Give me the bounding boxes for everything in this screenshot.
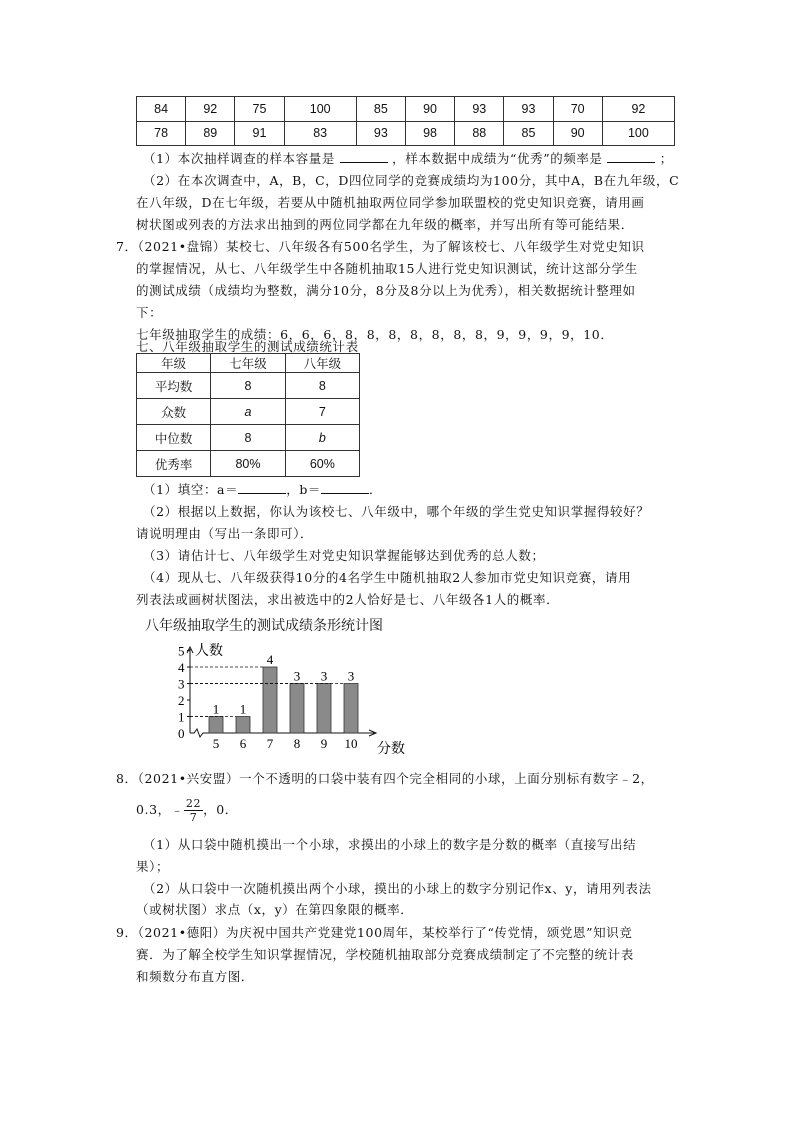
stats-header-cell: 年级 bbox=[137, 354, 211, 373]
data-label: 3 bbox=[347, 668, 355, 684]
score-cell: 92 bbox=[186, 97, 235, 122]
stats-cell: 60% bbox=[285, 451, 359, 477]
data-label: 3 bbox=[320, 668, 328, 684]
p9-line2: 赛．为了解全校学生知识掌握情况，学校随机抽取部分竞赛成绩制定了不完整的统计表 bbox=[136, 947, 634, 962]
stats-cell: 众数 bbox=[137, 399, 211, 425]
score-cell: 100 bbox=[284, 97, 356, 122]
p9-line3: 和频数分布直方图． bbox=[136, 969, 254, 984]
p8-line1: 8．（2021•兴安盟）一个不透明的口袋中装有四个完全相同的小球，上面分别标有数字﹣2， bbox=[116, 771, 654, 786]
p8-q1-line1: （1）从口袋中随机摸出一个小球，求摸出的小球上的数字是分数的概率（直接写出结 bbox=[143, 837, 637, 852]
score-cell: 93 bbox=[504, 97, 553, 122]
p8-q2-line1: （2）从口袋中一次随机摸出两个小球，摸出的小球上的数字分别记作x、y，请用列表法 bbox=[143, 881, 652, 896]
y-axis-label: 人数 bbox=[195, 644, 223, 659]
bar bbox=[290, 684, 304, 734]
score-cell: 98 bbox=[405, 121, 454, 146]
score-cell: 92 bbox=[602, 97, 674, 122]
stats-cell: a bbox=[211, 399, 285, 425]
p6-q2-line2: 在八年级，D在七年级，若要从中随机抽取两位同学参加联盟校的党史知识竞赛，请用画 bbox=[136, 195, 645, 210]
score-cell: 84 bbox=[137, 97, 186, 122]
p9-line1: 9．（2021•德阳）为庆祝中国共产党建党100周年，某校举行了“传党情，颂党恩”知识竞 bbox=[116, 925, 633, 940]
score-cell: 89 bbox=[186, 121, 235, 146]
score-cell: 70 bbox=[553, 97, 602, 122]
score-cell: 78 bbox=[137, 121, 186, 146]
blank-a bbox=[238, 481, 286, 494]
score-cell: 93 bbox=[455, 97, 504, 122]
x-tick-label: 5 bbox=[212, 736, 220, 751]
bar bbox=[236, 717, 250, 734]
stats-table bbox=[136, 353, 360, 477]
p7-table-caption: 七、八年级抽取学生的测试成绩统计表 bbox=[136, 339, 359, 354]
stats-header-cell: 七年级 bbox=[211, 354, 285, 373]
stats-cell: 8 bbox=[211, 425, 285, 451]
p7-line4: 下： bbox=[136, 305, 163, 320]
stats-row bbox=[137, 373, 360, 399]
p7-q1: （1）填空：a＝ ，b＝ ． bbox=[143, 482, 383, 497]
bar bbox=[317, 684, 331, 734]
fraction: $\frac{22}{7}$ bbox=[185, 797, 202, 824]
stats-cell: 7 bbox=[285, 399, 359, 425]
stats-row bbox=[137, 425, 360, 451]
p7-line1: 7．（2021•盘锦）某校七、八年级各有500名学生，为了解该校七、八年级学生对党史知识 bbox=[116, 239, 645, 254]
stats-row bbox=[137, 451, 360, 477]
p7-q4-line2: 列表法或画树状图法，求出被选中的2人恰好是七、八年级各1人的概率． bbox=[136, 592, 560, 607]
bar bbox=[263, 667, 277, 733]
score-cell: 93 bbox=[356, 121, 405, 146]
x-tick-label: 9 bbox=[320, 736, 328, 751]
blank-sample-size bbox=[340, 150, 388, 163]
p7-q2-line2: 请说明理由（写出一条即可）． bbox=[136, 526, 314, 541]
blank-excellent-frequency bbox=[607, 150, 655, 163]
p6-q2-line3: 树状图或列表的方法求出抽到的两位同学都在九年级的概率，并写出所有等可能结果． bbox=[136, 217, 634, 232]
p6-q2-line1: （2）在本次调查中，A，B，C，D四位同学的竞赛成绩均为100分，其中A，B在九年级，C bbox=[143, 173, 680, 188]
stats-row bbox=[137, 399, 360, 425]
stats-header-cell: 八年级 bbox=[285, 354, 359, 373]
x-tick-label: 8 bbox=[293, 736, 301, 751]
y-tick-label: 1 bbox=[178, 709, 185, 725]
y-tick-label: 5 bbox=[178, 643, 185, 659]
stats-cell: 平均数 bbox=[137, 373, 211, 399]
score-cell: 100 bbox=[602, 121, 674, 146]
score-row bbox=[137, 121, 675, 146]
score-cell: 75 bbox=[235, 97, 284, 122]
score-cell: 91 bbox=[235, 121, 284, 146]
x-tick-label: 7 bbox=[266, 736, 274, 751]
chart-title: 八年级抽取学生的测试成绩条形统计图 bbox=[145, 617, 383, 633]
score-cell: 83 bbox=[284, 121, 356, 146]
p7-line2: 的掌握情况，从七、八年级学生中各随机抽取15人进行党史知识测试，统计这部分学生 bbox=[136, 261, 638, 276]
p7-q2-line1: （2）根据以上数据，你认为该校七、八年级中，哪个年级的学生党史知识掌握得较好？ bbox=[143, 504, 650, 519]
p7-line3: 的测试成绩（成绩均为整数，满分10分，8分及8分以上为优秀），相关数据统计整理如 bbox=[136, 283, 636, 298]
data-label: 4 bbox=[266, 652, 274, 667]
y-tick-label: 3 bbox=[178, 676, 185, 692]
stats-cell: 中位数 bbox=[137, 425, 211, 451]
stats-cell: b bbox=[285, 425, 359, 451]
score-cell: 85 bbox=[356, 97, 405, 122]
data-label: 1 bbox=[212, 701, 220, 717]
score-cell: 88 bbox=[455, 121, 504, 146]
score-cell: 90 bbox=[553, 121, 602, 146]
blank-b bbox=[321, 481, 369, 494]
score-row bbox=[137, 97, 675, 122]
stats-cell: 优秀率 bbox=[137, 451, 211, 477]
x-tick-label: 10 bbox=[344, 736, 358, 751]
y-tick-label: 2 bbox=[178, 693, 185, 708]
score-cell: 85 bbox=[504, 121, 553, 146]
x-tick-label: 6 bbox=[239, 736, 247, 751]
y-tick-label: 0 bbox=[178, 726, 185, 741]
stats-cell: 80% bbox=[211, 451, 285, 477]
stats-cell: 8 bbox=[285, 373, 359, 399]
p8-q1-line2: 果）； bbox=[136, 859, 170, 874]
bar-chart bbox=[170, 643, 430, 763]
y-tick-label: 4 bbox=[178, 660, 185, 675]
stats-cell: 8 bbox=[211, 373, 285, 399]
data-label: 1 bbox=[239, 701, 247, 717]
score-table bbox=[136, 96, 675, 146]
bar bbox=[209, 717, 223, 734]
p6-q1: （1）本次抽样调查的样本容量是 ，样本数据中成绩为“优秀”的频率是 ； bbox=[143, 151, 673, 166]
data-label: 3 bbox=[293, 668, 301, 684]
p8-q2-line2: （或树状图）求点（x，y）在第四象限的概率． bbox=[136, 902, 414, 917]
p8-line2: 0.3，﹣ $\frac{22}{7}$ ，0． bbox=[136, 797, 238, 824]
bar bbox=[344, 684, 358, 734]
p7-grade7-scores: 七年级抽取学生的成绩：6，6，6，8，8，8，8，8，8，8，9，9，9，9，10． bbox=[136, 327, 614, 342]
p7-q3: （3）请估计七、八年级学生对党史知识掌握能够达到优秀的总人数； bbox=[143, 548, 545, 563]
p7-q4-line1: （4）现从七、八年级获得10分的4名学生中随机抽取2人参加市党史知识竞赛，请用 bbox=[143, 570, 632, 585]
score-cell: 90 bbox=[405, 97, 454, 122]
x-axis-label: 分数 bbox=[377, 742, 405, 757]
